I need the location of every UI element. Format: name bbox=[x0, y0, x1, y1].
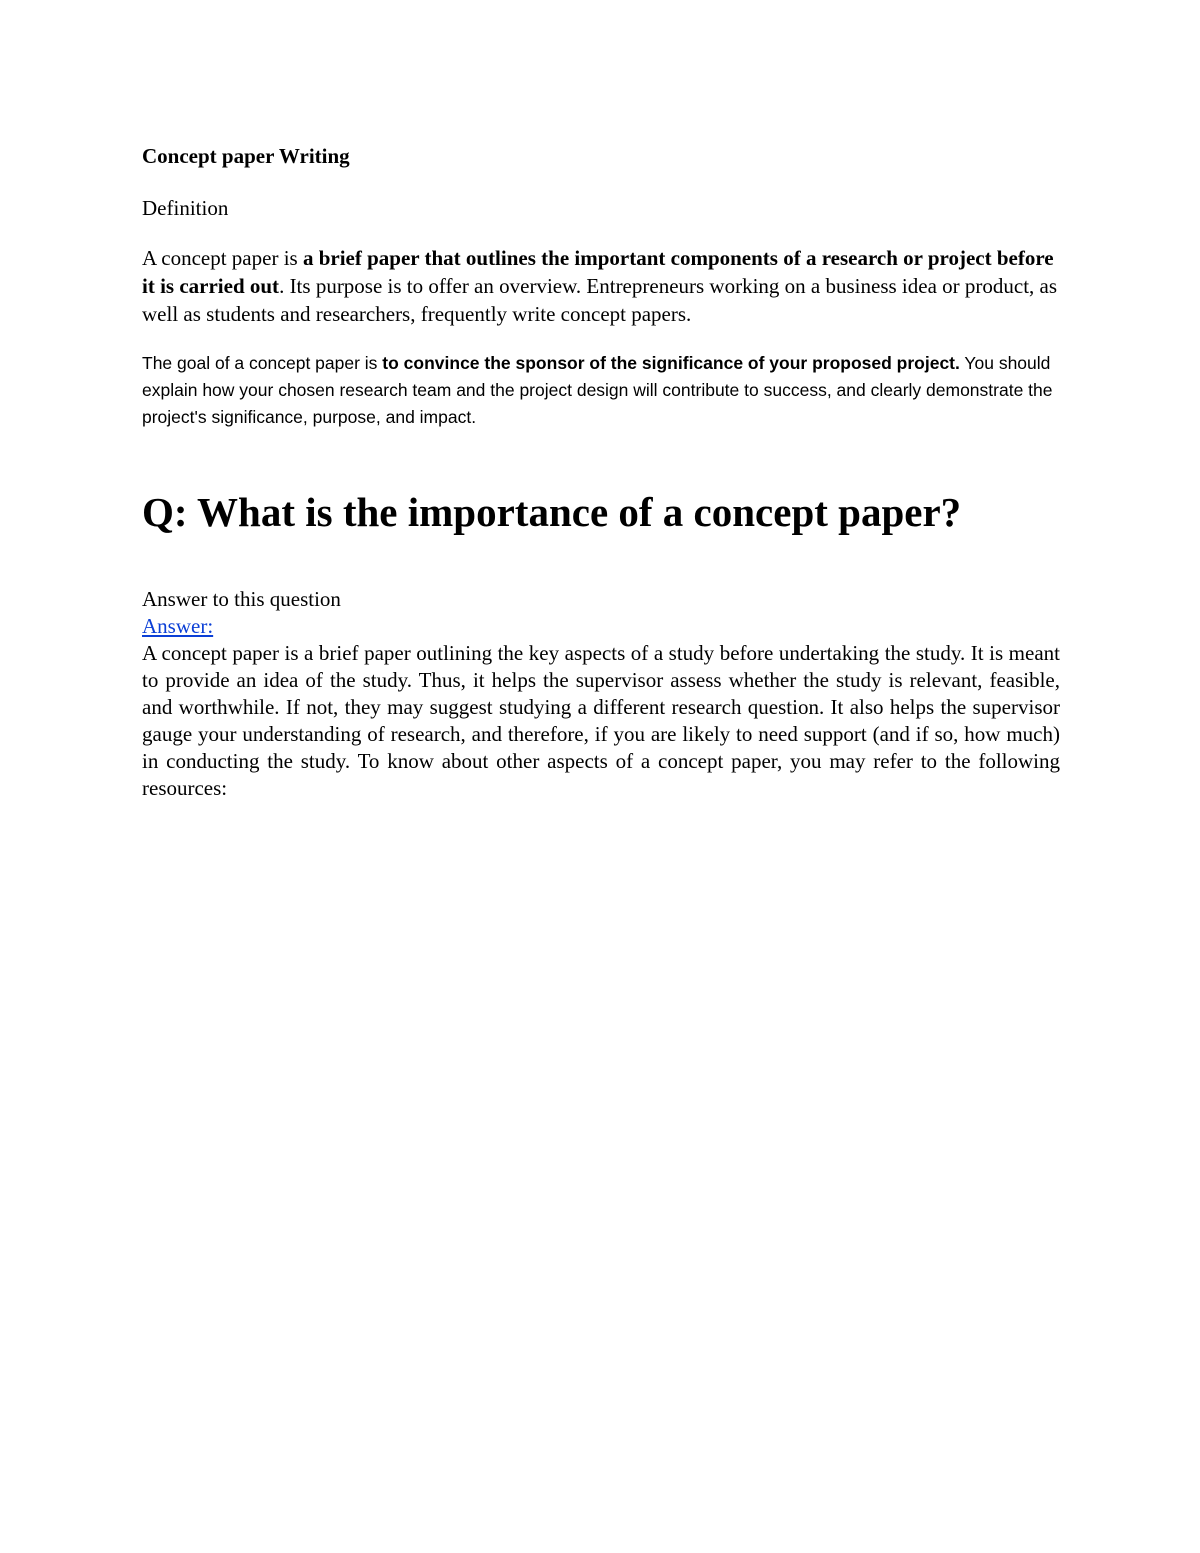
answer-body: A concept paper is a brief paper outlining the key aspects of a study before undertaking the study. It is meant to provide an idea of the study. Thus, it helps the supervisor assess whether the study is relevant, feasible, and worthwhile. If not, they may suggest studying a different research question. It also helps the supervisor gauge your understanding of research, and therefore, if you are likely to need support (and if so, how much) in conducting the study. To know about other aspects of a concept paper, you may refer to the following resources: bbox=[142, 641, 1060, 800]
goal-lead: The goal of a concept paper is bbox=[142, 353, 383, 373]
question-heading: Q: What is the importance of a concept paper? bbox=[142, 489, 962, 535]
definition-bold: a brief paper that outlines the important components of a research or project before it is carried out bbox=[142, 246, 1054, 298]
goal-bold: to convince the sponsor of the significance of your proposed project. bbox=[382, 353, 960, 373]
definition-lead: A concept paper is bbox=[142, 246, 303, 270]
document-content bbox=[142, 140, 1060, 802]
section-label-definition: Definition bbox=[142, 196, 229, 220]
definition-rest: . Its purpose is to offer an overview. Entrepreneurs working on a business idea or product, as well as students and researchers, frequently write concept papers. bbox=[142, 274, 1058, 326]
answer-link[interactable]: Answer: bbox=[142, 614, 214, 638]
goal-rest: You should explain how your chosen research team and the project design will contribute to success, and clearly demonstrate the project's significance, purpose, and impact. bbox=[142, 353, 1053, 427]
answer-intro: Answer to this question bbox=[142, 587, 341, 611]
definition-paragraph bbox=[142, 244, 1060, 328]
goal-paragraph bbox=[142, 350, 1060, 431]
document-title: Concept paper Writing bbox=[142, 144, 350, 168]
